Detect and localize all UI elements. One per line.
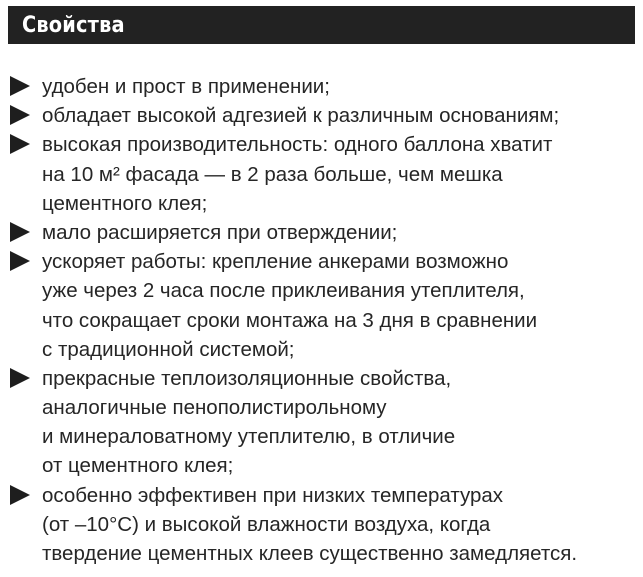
- list-item: [0, 364, 643, 481]
- list-item-text: удобен и прост в применении;: [42, 75, 330, 98]
- list-item-text: высокая производительность: одного баллона хватит: [42, 133, 553, 157]
- list-item-text: обладает высокой адгезией к различным основаниям;: [42, 104, 560, 128]
- properties-list: [0, 72, 643, 568]
- section-title: Свойства: [22, 12, 125, 38]
- list-item: [0, 130, 643, 218]
- triangle-bullet-icon: [10, 76, 30, 96]
- list-item-text: с традиционной системой;: [42, 337, 295, 361]
- list-item-text: ускоряет работы: крепление анкерами возможно: [42, 250, 509, 274]
- list-item-text: от цементного клея;: [42, 454, 234, 478]
- list-item: [0, 72, 643, 101]
- section-header-bar: [8, 6, 635, 44]
- triangle-bullet-icon: [10, 368, 30, 388]
- list-item-text: аналогичные пенополистирольному: [42, 396, 387, 420]
- list-item-text: особенно эффективен при низких температурах: [42, 483, 504, 507]
- triangle-bullet-icon: [10, 251, 30, 271]
- list-item: [0, 101, 643, 130]
- list-item-text: и минераловатному утеплителю, в отличие: [42, 425, 456, 449]
- list-item: [0, 247, 643, 364]
- triangle-bullet-icon: [10, 485, 30, 505]
- triangle-bullet-icon: [10, 222, 30, 242]
- list-item: [0, 481, 643, 569]
- list-item-text: что сокращает сроки монтажа на 3 дня в сравнении: [42, 308, 538, 332]
- list-item-text: твердение цементных клеев существенно замедляется.: [42, 542, 578, 565]
- list-item-text: цементного клея;: [42, 191, 208, 215]
- list-item: [0, 218, 643, 247]
- triangle-bullet-icon: [10, 105, 30, 125]
- list-item-text: мало расширяется при отверждении;: [42, 220, 398, 244]
- triangle-bullet-icon: [10, 134, 30, 154]
- list-item-text: прекрасные теплоизоляционные свойства,: [42, 366, 452, 390]
- list-item-text: на 10 м² фасада — в 2 раза больше, чем мешка: [42, 162, 503, 186]
- list-item-text: (от –10°С) и высокой влажности воздуха, когда: [42, 512, 491, 536]
- list-item-text: уже через 2 часа после приклеивания утеплителя,: [42, 279, 525, 303]
